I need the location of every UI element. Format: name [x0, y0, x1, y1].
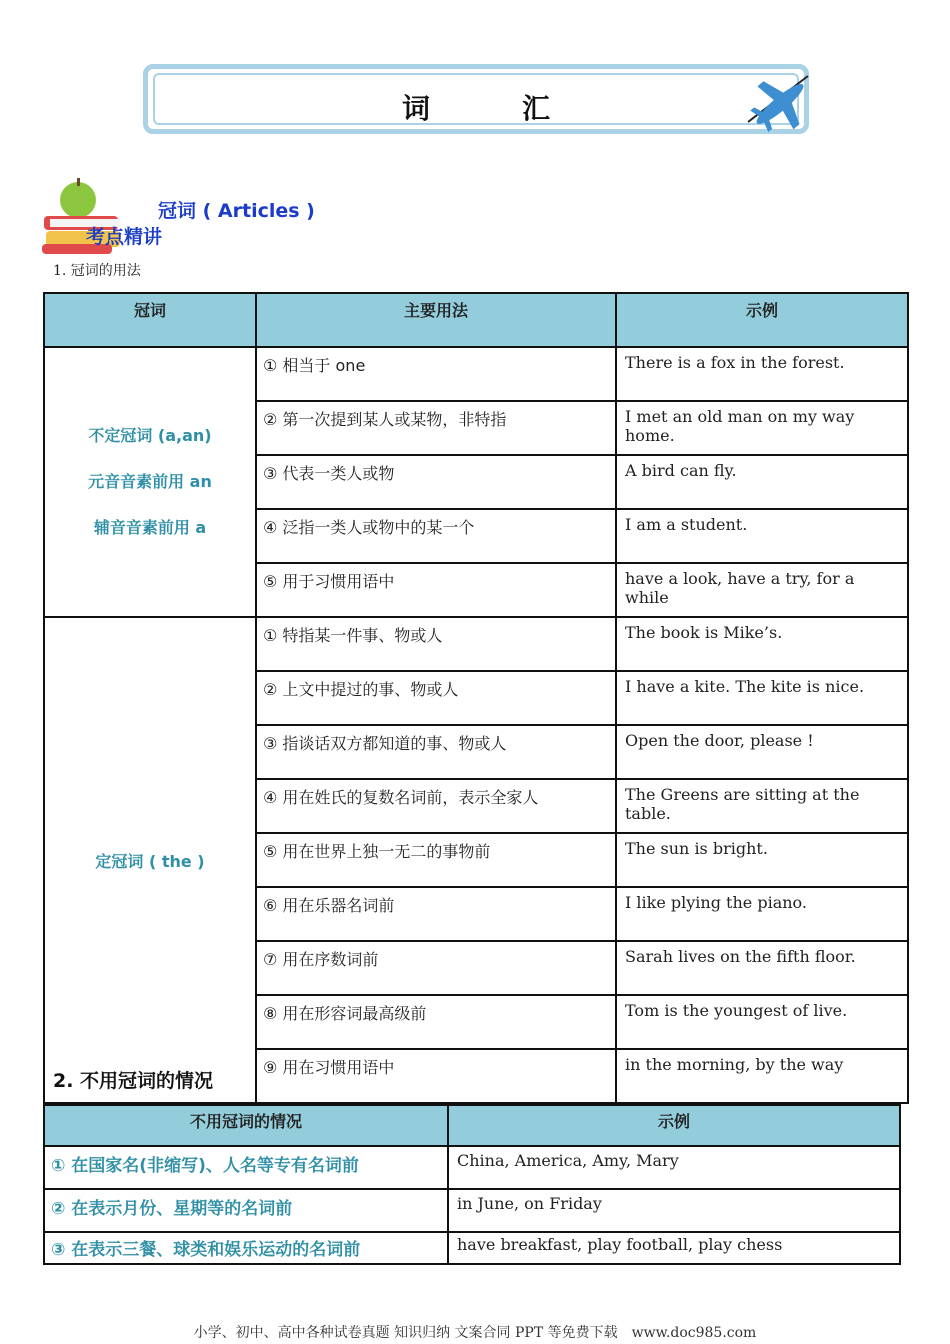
page-title: 词 汇: [401, 92, 582, 125]
example-cell: China, America, Amy, Mary: [448, 1146, 900, 1189]
example-cell: Tom is the youngest of live.: [616, 995, 908, 1049]
indefinite-line: 辅音音素前用 a: [93, 518, 207, 537]
table-row: [44, 1189, 900, 1232]
header-article: 冠词: [44, 293, 256, 347]
usage-label: 1. 冠词的用法: [53, 263, 141, 279]
table-row: [44, 617, 908, 671]
example-cell: The Greens are sitting at the table.: [616, 779, 908, 833]
example-cell: in June, on Friday: [448, 1189, 900, 1232]
indefinite-line: 不定冠词 (a,an): [88, 426, 212, 445]
usage-cell: ⑧ 用在形容词最高级前: [256, 995, 616, 1049]
section2-title: 2. 不用冠词的情况: [53, 1070, 214, 1092]
indefinite-line: 元音音素前用 an: [88, 472, 212, 491]
example-cell: I met an old man on my way home.: [616, 401, 908, 455]
no-article-table: [43, 1104, 901, 1265]
footer-text: 小学、初中、高中各种试卷真题 知识归纳 文案合同 PPT 等免费下载 www.doc985.com: [193, 1325, 757, 1341]
usage-cell: ② 上文中提过的事、物或人: [256, 671, 616, 725]
example-cell: A bird can fly.: [616, 455, 908, 509]
case-cell: ① 在国家名(非缩写)、人名等专有名词前: [44, 1146, 448, 1189]
usage-cell: ④ 泛指一类人或物中的某一个: [256, 509, 616, 563]
example-cell: I like plying the piano.: [616, 887, 908, 941]
section-title: 冠词 ( Articles ): [158, 200, 315, 222]
usage-cell: ③ 代表一类人或物: [256, 455, 616, 509]
usage-cell: ① 特指某一件事、物或人: [256, 617, 616, 671]
table-row: [44, 1146, 900, 1189]
usage-cell: ⑤ 用于习惯用语中: [256, 563, 616, 617]
case-cell: ③ 在表示三餐、球类和娱乐运动的名词前: [44, 1232, 448, 1264]
usage-cell: ⑥ 用在乐器名词前: [256, 887, 616, 941]
sub-title: 考点精讲: [86, 226, 163, 248]
indefinite-article-cell: [44, 347, 256, 617]
title-banner: [143, 64, 809, 134]
example-cell: in the morning, by the way: [616, 1049, 908, 1103]
usage-cell: ④ 用在姓氏的复数名词前，表示全家人: [256, 779, 616, 833]
header-case: 不用冠词的情况: [44, 1105, 448, 1146]
example-cell: have breakfast, play football, play chess: [448, 1232, 900, 1264]
example-cell: Sarah lives on the fifth floor.: [616, 941, 908, 995]
table-row: [44, 1232, 900, 1264]
articles-usage-table: [43, 292, 909, 1104]
usage-cell: ② 第一次提到某人或某物，非特指: [256, 401, 616, 455]
example-cell: The book is Mike’s.: [616, 617, 908, 671]
case-cell: ② 在表示月份、星期等的名词前: [44, 1189, 448, 1232]
example-cell: The sun is bright.: [616, 833, 908, 887]
table-header-row: [44, 1105, 900, 1146]
header-usage: 主要用法: [256, 293, 616, 347]
example-cell: I am a student.: [616, 509, 908, 563]
example-cell: have a look, have a try, for a while: [616, 563, 908, 617]
header-example: 示例: [448, 1105, 900, 1146]
header-example: 示例: [616, 293, 908, 347]
example-cell: I have a kite. The kite is nice.: [616, 671, 908, 725]
table-header-row: [44, 293, 908, 347]
usage-cell: ⑤ 用在世界上独一无二的事物前: [256, 833, 616, 887]
usage-cell: ③ 指谈话双方都知道的事、物或人: [256, 725, 616, 779]
airplane-icon: [742, 70, 814, 136]
usage-cell: ⑨ 用在习惯用语中: [256, 1049, 616, 1103]
definite-article-cell: 定冠词 ( the ): [44, 617, 256, 1103]
table-row: [44, 347, 908, 401]
usage-cell: ⑦ 用在序数词前: [256, 941, 616, 995]
usage-cell: ① 相当于 one: [256, 347, 616, 401]
example-cell: There is a fox in the forest.: [616, 347, 908, 401]
example-cell: Open the door, please !: [616, 725, 908, 779]
